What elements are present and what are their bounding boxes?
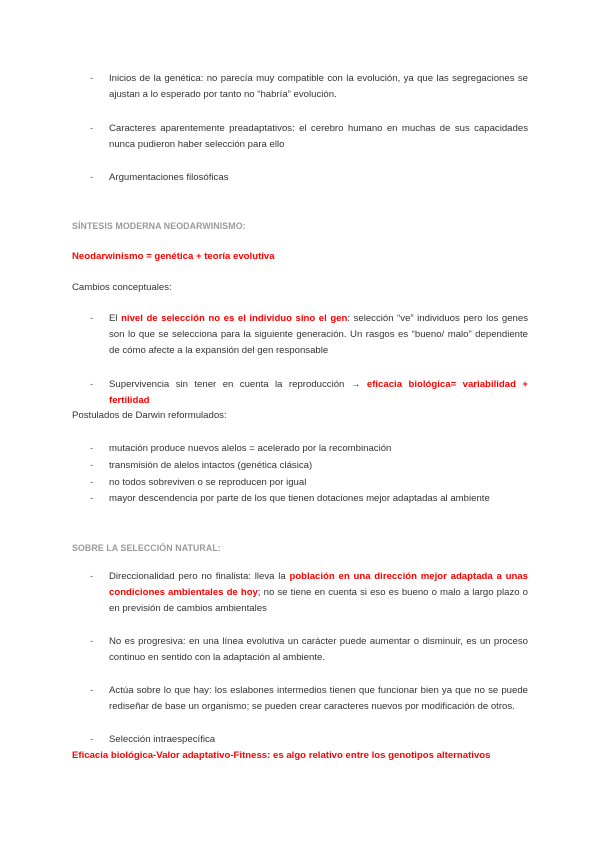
list-item [91,170,528,186]
bullet-dash: - [90,73,94,84]
list-item-text: Selección intraespecífica [109,734,216,745]
bullet-dash: - [90,636,94,647]
bullet-dash: - [90,379,94,390]
list-item [91,377,528,409]
fitness-definition: Eficacia biológica-Valor adaptativo-Fitness: es algo relativo entre los genotipos alternativos [72,750,491,761]
bullet-dash: - [90,443,94,454]
list-item-text: Inicios de la genética: no parecía muy compatible con la evolución, ya que las segregaciones se ajustan a lo esperado por tanto no “habría” evolución. [109,73,528,100]
list-item-text: Argumentaciones filosóficas [109,172,229,183]
cambios-label: Cambios conceptuales: [72,282,172,293]
list-item-text: Actúa sobre lo que hay: los eslabones intermedios tienen que funcionar bien ya que no se puede rediseñar de base un organismo; se pueden crear caracteres nuevos por modificación de otros. [109,685,528,712]
bullet-dash: - [90,493,94,504]
section-heading-neodarwinismo: SÍNTESIS MODERNA NEODARWINISMO: [72,221,246,231]
bullet-dash: - [90,172,94,183]
list-item-text: no todos sobreviven o se reproducen por igual [109,477,307,488]
list-item-text: Direccionalidad pero no finalista: lleva la población en una dirección mejor adaptada a unas condiciones ambientales de hoy; no se tiene en cuenta si eso es bueno o malo a largo plazo o en previsión de cambios ambientales [109,571,528,614]
list-item-text: Supervivencia sin tener en cuenta la reproducción → eficacia biológica= variabilidad + fertilidad [109,379,528,406]
list-item [91,732,528,748]
neodarwinismo-definition: Neodarwinismo = genética + teoría evolutiva [72,251,275,262]
bullet-dash: - [90,571,94,582]
list-item-text: El nivel de selección no es el individuo sino el gen: selección “ve” individuos pero los genes son lo que se selecciona para la siguiente generación. Un rasgos es “bueno/ malo” dependiente de cómo afecte a la expansión del gen responsable [109,313,528,356]
list-item [91,441,528,457]
list-item [91,121,528,153]
highlight-text: eficacia biológica= variabilidad + fertilidad [109,379,528,406]
list-item [91,458,528,474]
highlight-text: población en una dirección mejor adaptada a unas condiciones ambientales de hoy [109,571,528,598]
bullet-dash: - [90,460,94,471]
section-heading-seleccion-natural: SOBRE LA SELECCIÓN NATURAL: [72,543,221,553]
bullet-dash: - [90,734,94,745]
bullet-dash: - [90,685,94,696]
list-item [91,683,528,715]
list-item [91,634,528,666]
postulados-label: Postulados de Darwin reformulados: [72,410,227,421]
list-item [91,311,528,359]
bullet-dash: - [90,313,94,324]
list-item-text: mayor descendencia por parte de los que tienen dotaciones mejor adaptadas al ambiente [109,493,490,504]
bullet-dash: - [90,123,94,134]
list-item [91,71,528,103]
list-item-text: No es progresiva: en una línea evolutiva un carácter puede aumentar o disminuir, es un proceso continuo en sentido con la adaptación al ambiente. [109,636,528,663]
list-item [91,475,528,491]
list-item-text: Caracteres aparentemente preadaptativos: el cerebro humano en muchas de sus capacidades nunca pudieron haber selección para ello [109,123,528,150]
list-item [91,569,528,617]
highlight-text: nivel de selección no es el individuo sino el gen [121,313,348,324]
list-item [91,491,528,507]
bullet-dash: - [90,477,94,488]
list-item-text: mutación produce nuevos alelos = acelerado por la recombinación [109,443,392,454]
list-item-text: transmisión de alelos intactos (genética clásica) [109,460,313,471]
